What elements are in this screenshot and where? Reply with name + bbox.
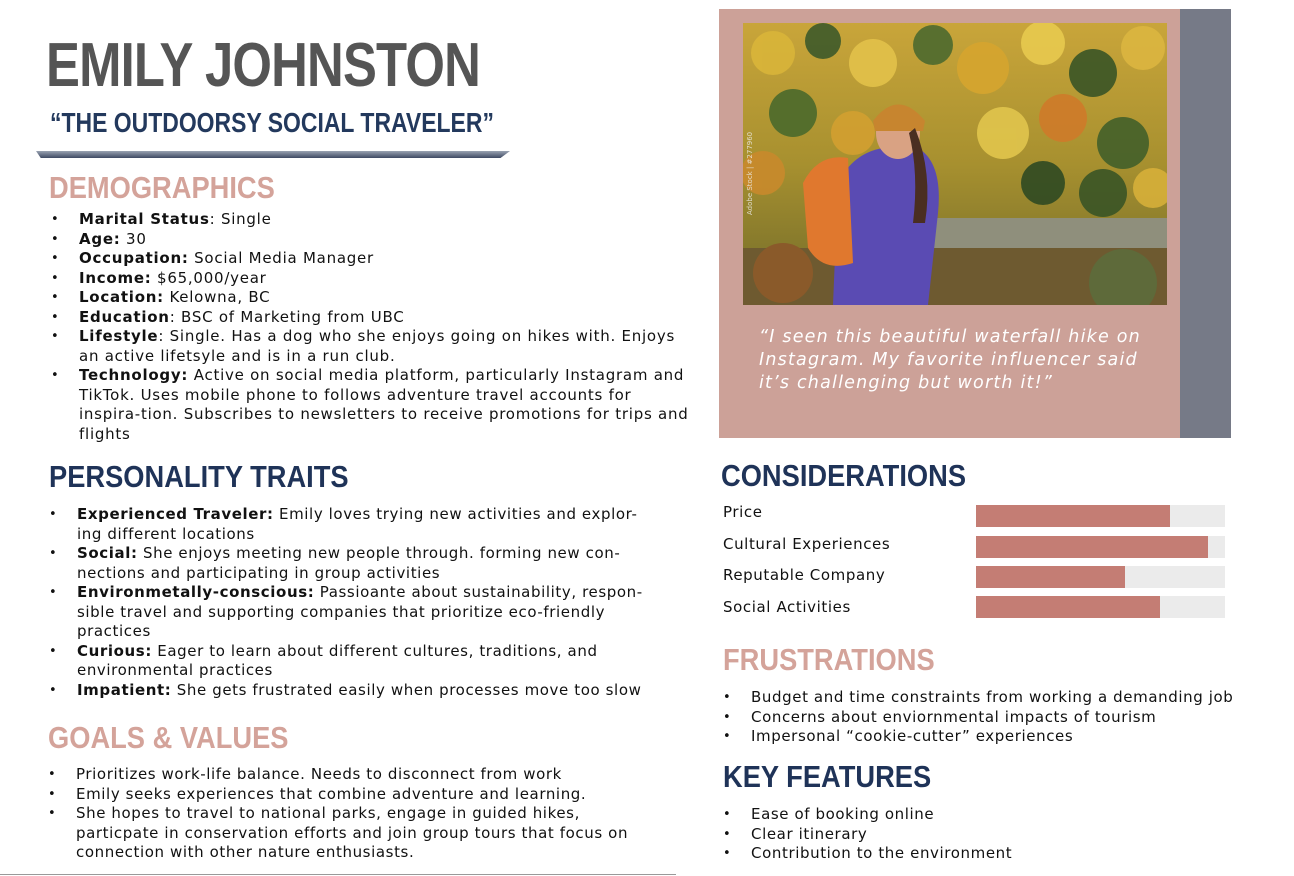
list-item: • Clear itinerary <box>721 825 1281 845</box>
list-item: • Budget and time constraints from working a demanding job <box>721 688 1281 708</box>
list-item: • Prioritizes work-life balance. Needs to disconnect from work <box>46 765 636 785</box>
list-item: • Impatient: She gets frustrated easily when processes move too slow <box>47 681 647 701</box>
personality-heading: PERSONALITY TRAITS <box>49 459 349 494</box>
personality-list <box>47 505 647 700</box>
key-features-heading: KEY FEATURES <box>723 759 932 794</box>
considerations-heading: CONSIDERATIONS <box>721 458 967 493</box>
consideration-label: Social Activities <box>723 598 851 616</box>
consideration-bar-fill <box>976 596 1160 618</box>
persona-name: EMILY JOHNSTON <box>46 31 480 100</box>
list-item: • Curious: Eager to learn about different cultures, traditions, and environmental practices <box>47 642 647 681</box>
list-item: • Age: 30 <box>49 230 689 250</box>
frustrations-heading: FRUSTRATIONS <box>723 642 935 677</box>
consideration-label: Reputable Company <box>723 566 886 584</box>
consideration-label: Cultural Experiences <box>723 535 891 553</box>
consideration-bar-fill <box>976 566 1125 588</box>
list-item: • She hopes to travel to national parks, engage in guided hikes, particpate in conservation efforts and join group tours that focus on connection with other nature enthusiasts. <box>46 804 636 863</box>
list-item: • Emily seeks experiences that combine adventure and learning. <box>46 785 636 805</box>
list-item: • Location: Kelowna, BC <box>49 288 689 308</box>
list-item: • Technology: Active on social media platform, particularly Instagram and TikTok. Uses mobile phone to follows adventure travel accounts for inspira-tion. Subscribes to newsletters to receive promotions for trips and flights <box>49 366 689 444</box>
consideration-bar <box>976 596 1225 618</box>
list-item: • Concerns about enviornmental impacts of tourism <box>721 708 1281 728</box>
key-features-list <box>721 805 1281 864</box>
list-item: • Occupation: Social Media Manager <box>49 249 689 269</box>
consideration-bar <box>976 505 1225 527</box>
list-item: • Experienced Traveler: Emily loves trying new activities and explor-ing different locations <box>47 505 647 544</box>
list-item: • Ease of booking online <box>721 805 1281 825</box>
persona-photo <box>743 23 1167 305</box>
goals-list <box>46 765 636 863</box>
photo-watermark: Adobe Stock | #277960 <box>746 131 754 215</box>
frustrations-list <box>721 688 1281 747</box>
consideration-bar-fill <box>976 505 1170 527</box>
consideration-label: Price <box>723 503 763 521</box>
list-item: • Education: BSC of Marketing from UBC <box>49 308 689 328</box>
consideration-bar-fill <box>976 536 1208 558</box>
consideration-bar <box>976 566 1225 588</box>
list-item: • Marital Status: Single <box>49 210 689 230</box>
list-item: • Contribution to the environment <box>721 844 1281 864</box>
demographics-heading: DEMOGRAPHICS <box>49 170 275 205</box>
list-item: • Social: She enjoys meeting new people through. forming new con-nections and participating in group activities <box>47 544 647 583</box>
photo-side-band <box>1180 9 1231 438</box>
persona-tagline: “THE OUTDOORSY SOCIAL TRAVELER” <box>50 107 494 138</box>
goals-heading: GOALS & VALUES <box>48 720 289 755</box>
consideration-bar <box>976 536 1225 558</box>
persona-quote: “I seen this beautiful waterfall hike on Instagram. My favorite influencer said it’s challenging but worth it!” <box>759 327 1141 393</box>
header-underline <box>36 151 510 158</box>
demographics-list <box>49 210 689 444</box>
list-item: • Lifestyle: Single. Has a dog who she enjoys going on hikes with. Enjoys an active lifetsyle and is in a run club. <box>49 327 689 366</box>
list-item: • Impersonal “cookie-cutter” experiences <box>721 727 1281 747</box>
list-item: • Income: $65,000/year <box>49 269 689 289</box>
list-item: • Environmetally-conscious: Passioante about sustainability, respon-sible travel and supporting companies that prioritize eco-friendly practices <box>47 583 647 642</box>
bottom-rule <box>0 874 676 875</box>
